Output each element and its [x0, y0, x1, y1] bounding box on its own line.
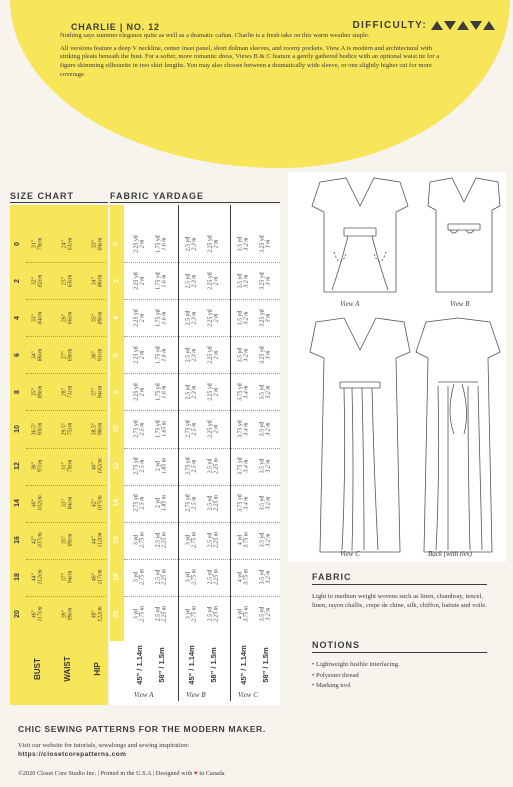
measurement-cell: 28" 71cm	[61, 385, 74, 399]
yardage-cell: 3.5 yd 3.2 m	[259, 570, 272, 585]
measurement-cell: 37" 94cm	[61, 571, 74, 584]
size-label: 6	[112, 352, 120, 357]
size-label: 2	[13, 278, 21, 283]
yardage-cell: 3.25 yd 3 m	[259, 234, 272, 253]
size-label: 2	[112, 278, 120, 283]
measurement-cell: 35" 89cm	[91, 311, 104, 324]
yardage-cell: 2.75 yd 2.5 m	[185, 420, 198, 438]
yardage-cell: 2.5 yd 2.25 m	[207, 606, 220, 623]
measurement-cell: 33" 84cm	[61, 496, 74, 510]
fabric-yardage-table	[110, 205, 280, 705]
measurement-cell: 31" 79cm	[61, 459, 74, 473]
yardage-cell: 3.5 yd 3.2 m	[237, 236, 250, 251]
measurement-cell: 40" 102cm	[31, 495, 44, 511]
row-divider	[124, 336, 280, 337]
size-label: 18	[13, 573, 21, 582]
notion-item: • Lightweight fusible interfacing.	[312, 660, 492, 671]
header-bar	[18, 10, 503, 32]
measurement-cell: 40" 102cm	[91, 458, 104, 474]
footer-visit-line: Visit our website for tutorials, sewalongs and sewing inspiration:	[18, 742, 190, 749]
measurement-cell: 48" 122cm	[91, 606, 104, 623]
yardage-cell: 2.5 yd 2.3 m	[185, 236, 198, 251]
measurement-cell: 38" 97cm	[31, 459, 44, 473]
row-divider	[26, 336, 106, 337]
yardage-cell: 2.25 yd 2 m	[207, 383, 220, 401]
row-divider	[26, 299, 106, 300]
yardage-cell: 4 yd 3.75 m	[237, 569, 250, 586]
measurement-cell: 34" 86cm	[31, 348, 44, 362]
fabric-width-label: 58" / 1.5m	[260, 647, 270, 683]
yardage-cell: 3.5 yd 3.2 m	[259, 421, 272, 437]
difficulty-triangle-icon	[470, 21, 482, 30]
notions-list	[312, 660, 492, 692]
size-label: 18	[112, 573, 120, 582]
measurement-cell: 34" 86cm	[91, 274, 104, 287]
yardage-cell: 2.5 yd 2.25 m	[207, 495, 220, 512]
measurement-cell: 33" 84cm	[91, 237, 104, 250]
measurement-cell: 42" 107cm	[91, 495, 104, 511]
pattern-name: CHARLIE	[71, 22, 117, 32]
copyright-line	[18, 770, 225, 777]
fabric-rule	[312, 584, 487, 585]
view-a-caption: View A	[340, 300, 360, 308]
yardage-cell: 3.5 yd 3.2 m	[259, 533, 272, 548]
fabric-width-label: 45" / 1.14m	[186, 645, 196, 685]
difficulty-icons	[431, 21, 495, 30]
measurement-cell: 29.5" 75cm	[61, 422, 74, 436]
size-label: 16	[112, 536, 120, 545]
measurement-row-label: BUST	[32, 658, 42, 680]
yardage-cell: 2.25 yd 2 m	[133, 234, 146, 253]
yardage-cell: 2.5 yd 2.3 m	[185, 273, 198, 288]
view-c-dress-drawing	[310, 318, 410, 552]
measurement-cell: 32" 82cm	[31, 274, 44, 287]
size-label: 14	[13, 499, 21, 508]
yardage-cell: 2.75 yd 2.5 m	[133, 457, 146, 475]
yardage-cell: 3 yd 2.75 m	[133, 606, 146, 623]
yardage-cell: 1.75 yd 1.6 m	[155, 383, 168, 401]
yardage-cell: 1.75 yd 1.6 m	[155, 234, 168, 253]
yardage-cell: 2.25 yd 2 m	[133, 383, 146, 401]
row-divider	[124, 299, 280, 300]
illustration-panel	[288, 172, 506, 562]
yardage-cell: 3 yd 2.75 m	[185, 532, 198, 549]
size-label: 16	[13, 536, 21, 545]
yardage-cell: 2.75 yd 2.5 m	[133, 494, 146, 512]
yardage-cell: 3 yd 2.75 m	[185, 569, 198, 586]
yardage-cell: 3.5 yd 3.2 m	[259, 458, 272, 474]
pattern-title	[71, 22, 160, 32]
size-label: 10	[13, 425, 21, 433]
yardage-cell: 3.75 yd 3.4 m	[237, 494, 250, 512]
yardage-cell: 2.25 yd 2 m	[207, 309, 220, 327]
yardage-cell: 2.25 yd 2 m	[133, 309, 146, 327]
heart-icon: ♥	[193, 770, 198, 777]
row-divider	[124, 559, 280, 560]
yardage-cell: 2.75 yd 2.5 m	[133, 420, 146, 438]
row-divider	[26, 485, 106, 486]
yardage-cell: 3.5 yd 3.2 m	[259, 495, 272, 511]
measurement-cell: 37" 94cm	[91, 385, 104, 399]
yardage-cell: 2.25 yd 2 m	[133, 271, 146, 290]
yardage-cell: 3.25 yd 3 m	[259, 309, 272, 327]
measurement-row-label: HIP	[92, 662, 102, 676]
view-c-caption: View C	[340, 550, 360, 558]
size-label: 20	[13, 610, 21, 619]
yardage-cell: 3.5 yd 3.2 m	[237, 347, 250, 363]
yardage-cell: 1.75 yd 1.6 m	[155, 346, 168, 364]
size-chart-title: SIZE CHART	[10, 191, 74, 201]
yardage-cell: 1.75 yd 1.6 m	[155, 271, 168, 290]
fabric-description: Light to medium weight wovens such as linen, chambray, tencel, linen, rayon challis, crepe de chine, silk, chiffon, batiste and voile.	[312, 593, 487, 609]
difficulty-label: DIFFICULTY:	[352, 20, 427, 31]
intro-paragraph: Nothing says summer elegance quite as well as a dramatic caftan. Charlie is a fresh take on this warm weather staple.	[60, 32, 370, 39]
view-b-caption: View B	[450, 300, 470, 308]
yardage-cell: 2.75 yd 2.5 m	[185, 457, 198, 475]
yardage-cell: 3 yd 2.75 m	[133, 532, 146, 549]
yardage-cell: 2 yd 1.85 m	[155, 495, 168, 512]
yardage-cell: 2.5 yd 2.3 m	[185, 347, 198, 363]
yardage-cell: 3 yd 2.75 m	[133, 569, 146, 586]
view-b-dress-drawing	[428, 178, 500, 292]
yardage-cell: 3.75 yd 3.4 m	[237, 420, 250, 438]
yardage-cell: 3.5 yd 3.2 m	[259, 607, 272, 622]
difficulty-triangle-icon	[483, 21, 495, 30]
copyright-country: in Canada	[199, 770, 225, 777]
size-label: 20	[112, 610, 120, 619]
measurement-cell: 44" 112cm	[91, 532, 104, 548]
row-divider	[26, 410, 106, 411]
measurement-cell: 24" 61cm	[61, 237, 74, 250]
size-label: 0	[13, 241, 21, 246]
yardage-cell: 1.75 yd 1.6 m	[155, 309, 168, 327]
size-label: 14	[112, 499, 120, 508]
yardage-cell: 2.25 yd 2 m	[207, 271, 220, 290]
yardage-cell: 3.5 yd 3.2 m	[259, 384, 272, 400]
measurement-cell: 39" 99cm	[61, 608, 74, 621]
yardage-cell: 2.25 yd 2 m	[207, 234, 220, 253]
yardage-cell: 2.25 yd 2 m	[207, 420, 220, 438]
yardage-cell: 3 yd 2.75 m	[185, 606, 198, 623]
size-chart-rule	[10, 202, 108, 203]
view-a-dress-drawing	[312, 178, 408, 292]
measurement-cell: 46" 117cm	[31, 606, 44, 622]
notions-heading: NOTIONS	[312, 640, 361, 650]
yardage-cell: 3.75 yd 3.4 m	[237, 457, 250, 475]
size-label: 12	[112, 462, 120, 470]
yardage-cell: 3.5 yd 3.2 m	[237, 273, 250, 288]
measurement-cell: 25" 63cm	[61, 274, 74, 287]
row-divider	[26, 262, 106, 263]
fabric-width-label: 58" / 1.5m	[156, 647, 166, 683]
yardage-cell: 2.5 yd 2.3 m	[185, 310, 198, 325]
fabric-heading: FABRIC	[312, 572, 352, 582]
measurement-cell: 44" 112cm	[31, 569, 44, 585]
yardage-cell: 2 yd 1.85 m	[155, 458, 168, 474]
pattern-number: NO. 12	[126, 22, 160, 32]
row-divider	[124, 410, 280, 411]
footer-text	[18, 741, 189, 759]
fabric-yardage-title: FABRIC YARDAGE	[110, 191, 205, 201]
yardage-cell: 1.75 yd 1.65 m	[155, 420, 168, 438]
notion-item: • Polyester thread	[312, 671, 492, 682]
measurement-cell: 26" 66cm	[61, 311, 74, 324]
fabric-width-label: 45" / 1.14m	[134, 645, 144, 685]
row-divider	[124, 373, 280, 374]
size-label: 10	[112, 425, 120, 433]
copyright-text: ©2020 Closet Core Studio Inc. | Printed in the U.S.A | Designed with	[18, 770, 193, 777]
difficulty-triangle-icon	[444, 21, 456, 30]
measurement-cell: 46" 117cm	[91, 569, 104, 585]
row-divider	[124, 596, 280, 597]
fabric-width-label: 58" / 1.5m	[208, 647, 218, 683]
back-dress-drawing	[416, 318, 500, 552]
garment-illustrations	[288, 172, 506, 562]
notion-item: • Marking tool	[312, 681, 492, 692]
website-link[interactable]: https://closetcorepatterns.com	[18, 751, 127, 758]
size-label: 4	[13, 315, 21, 320]
yardage-cell: 2.5 yd 2.25 m	[155, 569, 168, 586]
yardage-cell: 2.25 yd 2 m	[207, 346, 220, 364]
yardage-cell: 3.75 yd 3.4 m	[237, 383, 250, 401]
measurement-cell: 31" 79cm	[31, 237, 44, 250]
row-divider	[26, 596, 106, 597]
row-divider	[124, 485, 280, 486]
size-label: 4	[112, 315, 120, 320]
size-label: 12	[13, 462, 21, 470]
view-separator	[178, 205, 179, 701]
row-divider	[26, 559, 106, 560]
yardage-cell: 3.5 yd 3.2 m	[237, 310, 250, 325]
row-divider	[124, 448, 280, 449]
yardage-cell: 2.5 yd 2.25 m	[155, 606, 168, 623]
measurement-cell: 36" 91cm	[91, 348, 104, 362]
view-column-label: View A	[134, 691, 154, 699]
yardage-cell: 2.25 yd 2 m	[133, 346, 146, 364]
row-divider	[26, 522, 106, 523]
title-divider: |	[119, 22, 127, 32]
difficulty-rating	[353, 20, 495, 31]
fabric-width-label: 45" / 1.14m	[238, 645, 248, 685]
measurement-cell: 36.5" 93cm	[31, 422, 44, 436]
intro-paragraph: All versions feature a deep V neckline, center inset panel, short dolman sleeves, and roomy pockets. View A is modern and architectural with striking pleats beneath the bust. For a softer, more romantic dress, Views B & C feature a gently gathered bodice with an optional waist tie for a figure skimming silhouette in two skirt lengths. You may also choose between a dramatically wide sleeve, or one slightly higher cut for more coverage.	[60, 44, 440, 78]
pattern-description	[60, 32, 448, 84]
size-label: 6	[13, 352, 21, 357]
size-label: 0	[112, 241, 120, 246]
view-column-label: View C	[238, 691, 258, 699]
difficulty-triangle-icon	[431, 21, 443, 30]
size-label: 8	[112, 389, 120, 394]
yardage-cell: 2.5 yd 2.25 m	[207, 569, 220, 586]
yardage-cell: 4 yd 3.75 m	[237, 532, 250, 549]
row-divider	[26, 373, 106, 374]
view-separator	[230, 205, 231, 701]
size-chart-table	[10, 205, 108, 705]
difficulty-triangle-icon	[457, 21, 469, 30]
yardage-cell: 4 yd 3.75 m	[237, 606, 250, 623]
yardage-cell: 2.5 yd 2.25 m	[207, 532, 220, 549]
row-divider	[124, 262, 280, 263]
measurement-cell: 38.5" 98cm	[91, 422, 104, 436]
back-caption: Back (with ties)	[428, 550, 472, 558]
measurement-cell: 27" 69cm	[61, 348, 74, 362]
yardage-cell: 3.25 yd 3 m	[259, 271, 272, 290]
measurement-cell: 35" 89cm	[31, 385, 44, 399]
measurement-row-label: WAIST	[62, 656, 72, 682]
notions-rule	[312, 652, 487, 653]
footer-heading: CHIC SEWING PATTERNS FOR THE MODERN MAKER.	[18, 724, 266, 734]
row-divider	[124, 522, 280, 523]
yardage-cell: 2.5 yd 2.3 m	[185, 384, 198, 400]
yardage-cell: 2.75 yd 2.5 m	[185, 494, 198, 512]
measurement-cell: 42" 107cm	[31, 532, 44, 548]
yardage-cell: 2.5 yd 2.25 m	[155, 532, 168, 549]
fabric-yardage-rule	[110, 202, 280, 203]
measurement-cell: 35" 89cm	[61, 533, 74, 547]
measurement-cell: 33" 84cm	[31, 311, 44, 324]
yardage-cell: 3.25 yd 3 m	[259, 346, 272, 364]
size-label: 8	[13, 389, 21, 394]
yardage-cell: 2.5 yd 2.25 m	[207, 458, 220, 474]
view-column-label: View B	[186, 691, 206, 699]
row-divider	[26, 448, 106, 449]
